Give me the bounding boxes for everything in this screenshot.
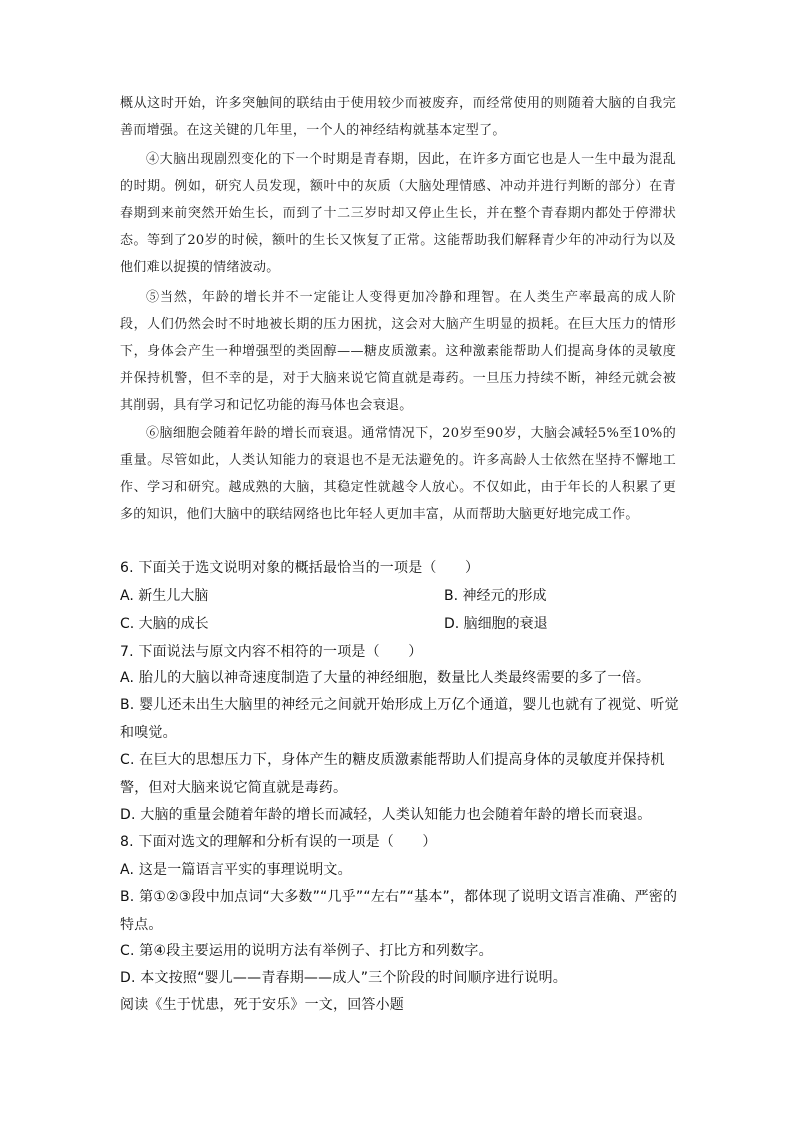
question-6-stem: 6. 下面关于选文说明对象的概括最恰当的一项是（ ） — [120, 560, 480, 576]
question-7-option-a[interactable]: A. 胎儿的大脑以神奇速度制造了大量的神经细胞，数量比人类最终需要的多了一倍。 — [120, 670, 651, 686]
question-8-stem: 8. 下面对选文的理解和分析有误的一项是（ ） — [120, 834, 437, 850]
question-6-option-a[interactable]: A. 新生儿大脑 — [120, 588, 209, 604]
passage-paragraph-6: ⑥脑细胞会随着年龄的增长而衰退。通常情况下，20岁至90岁，大脑会减轻5%至10%的重量。尽管如此，人类认知能力的衰退也不是无法避免的。许多高龄人士依然在坚持不懈地工作、学习和研究。越成熟的大脑，其稳定性就越令人放心。不仅如此，由于年长的人积累了更多的知识，他们大脑中的联结网络也比年轻人更加丰富，从而帮助大脑更好地完成工作。 — [120, 426, 676, 522]
question-8-option-c[interactable]: C. 第④段主要运用的说明方法有举例子、打比方和列数字。 — [120, 943, 493, 959]
question-8-option-d[interactable]: D. 本文按照“婴儿——青春期——成人”三个阶段的时间顺序进行说明。 — [120, 970, 567, 986]
question-8-option-b[interactable]: B. 第①②③段中加点词“大多数”“几乎”“左右”“基本”，都体现了说明文语言准确、严密的特点。 — [120, 889, 678, 933]
passage-paragraph-5: ⑤当然，年龄的增长并不一定能让人变得更加冷静和理智。在人类生产率最高的成人阶段，人们仍然会时不时地被长期的压力困扰，这会对大脑产生明显的损耗。在巨大压力的情形下，身体会产生一种增强型的类固醇——糖皮质激素。这种激素能帮助人们提高身体的灵敏度并保持机警，但不幸的是，对于大脑来说它简直就是毒药。一旦压力持续不断，神经元就会被其削弱，具有学习和记忆功能的海马体也会衰退。 — [120, 290, 676, 413]
question-7-option-c[interactable]: C. 在巨大的思想压力下，身体产生的糖皮质激素能帮助人们提高身体的灵敏度并保持机警，但对大脑来说它简直就是毒药。 — [120, 752, 665, 796]
next-section-prompt: 阅读《生于忧患，死于安乐》一文，回答小题 — [120, 997, 404, 1013]
question-8-option-a[interactable]: A. 这是一篇语言平实的事理说明文。 — [120, 862, 352, 878]
question-6-option-d[interactable]: D. 脑细胞的衰退 — [444, 616, 548, 632]
question-6-option-c[interactable]: C. 大脑的成长 — [120, 616, 209, 632]
question-6-option-b[interactable]: B. 神经元的形成 — [444, 588, 547, 604]
passage-paragraph-continued: 概从这时开始，许多突触间的联结由于使用较少而被废弃，而经常使用的则随着大脑的自我完善而增强。在这关键的几年里，一个人的神经结构就基本定型了。 — [120, 96, 676, 138]
question-7-stem: 7. 下面说法与原文内容不相符的一项是（ ） — [120, 644, 423, 660]
question-7-option-b[interactable]: B. 婴儿还未出生大脑里的神经元之间就开始形成上万亿个通道，婴儿也就有了视觉、听觉和嗅觉。 — [120, 697, 679, 741]
passage-paragraph-4: ④大脑出现剧烈变化的下一个时期是青春期，因此，在许多方面它也是人一生中最为混乱的时期。例如，研究人员发现，额叶中的灰质（大脑处理情感、冲动并进行判断的部分）在青春期到来前突然开始生长，而到了十二三岁时却又停止生长，并在整个青春期内都处于停滞状态。等到了20岁的时候，额叶的生长又恢复了正常。这能帮助我们解释青少年的冲动行为以及他们难以捉摸的情绪波动。 — [120, 152, 676, 275]
question-7-option-d[interactable]: D. 大脑的重量会随着年龄的增长而减轻，人类认知能力也会随着年龄的增长而衰退。 — [120, 807, 652, 823]
